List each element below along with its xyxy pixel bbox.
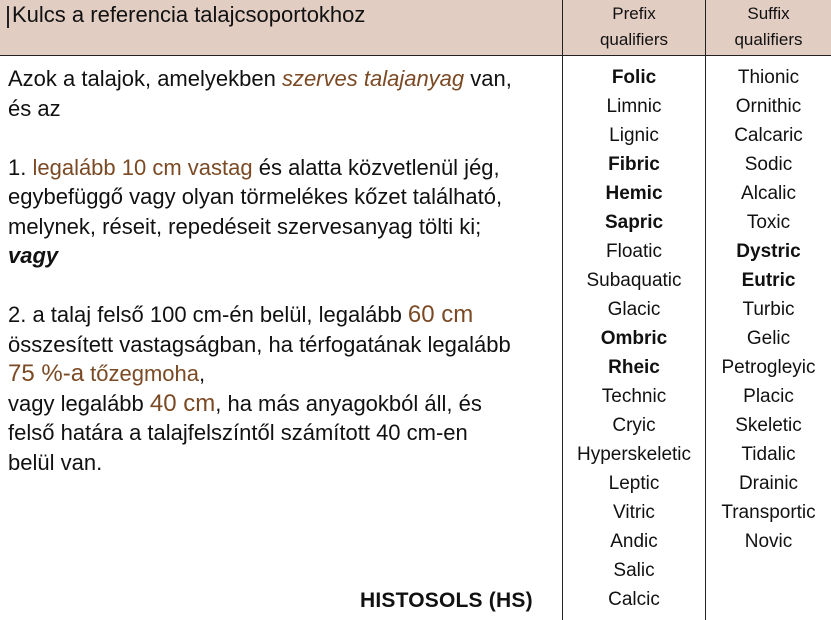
moss-75-percent: 75 %-a xyxy=(8,360,85,387)
criterion-2-line3: 75 %-a tőzegmoha, xyxy=(8,360,206,387)
suffix-qualifier: Calcaric xyxy=(734,125,803,146)
prefix-qualifier: Ombric xyxy=(600,328,668,349)
suffix-header-line1: Suffix xyxy=(747,4,790,23)
suffix-qualifier: Sodic xyxy=(744,154,793,175)
thickness-60cm: 60 cm xyxy=(407,301,474,328)
suffix-qualifier: Dystric xyxy=(736,241,801,262)
suffix-qualifier: Alcalic xyxy=(741,183,796,204)
page-title: Kulcs a referencia talajcsoportokhoz xyxy=(12,2,366,27)
suffix-qualifier: Novic xyxy=(744,531,793,552)
prefix-qualifier: Hyperskeletic xyxy=(576,444,692,465)
thickness-40cm: 40 cm xyxy=(149,389,216,417)
criterion-2-line6: belül van. xyxy=(8,449,103,475)
organic-material-term: szerves talajanyag xyxy=(281,66,465,91)
prefix-header-line2: qualifiers xyxy=(599,30,669,49)
criterion-1-line3: melynek, réseit, repedéseit szervesanyag tölti ki; xyxy=(8,213,482,239)
criterion-2-line4: vagy legalább 40 cm, ha más anyagokból áll, és xyxy=(8,389,482,417)
prefix-qualifier: Hemic xyxy=(605,183,663,204)
suffix-qualifier: Drainic xyxy=(738,473,799,494)
suffix-qualifier: Placic xyxy=(743,386,794,407)
prefix-qualifier: Cryic xyxy=(612,415,656,436)
reference-group-name: HISTOSOLS (HS) xyxy=(360,589,533,612)
criterion-2-line2: összesített vastagságban, ha térfogatának legalább xyxy=(8,331,511,357)
suffix-qualifier: Toxic xyxy=(746,212,791,233)
text-cursor xyxy=(7,6,9,28)
suffix-qualifier: Transportic xyxy=(721,502,816,523)
or-connector: vagy xyxy=(8,243,59,268)
prefix-qualifier: Glacic xyxy=(607,299,661,320)
criterion-1-line2: egybefüggő vagy olyan törmelékes kőzet található, xyxy=(8,184,503,209)
suffix-qualifier: Ornithic xyxy=(735,96,802,117)
intro-line2: és az xyxy=(8,95,61,121)
suffix-qualifier: Skeletic xyxy=(735,415,802,436)
prefix-qualifier: Subaquatic xyxy=(586,270,682,291)
moss-term: tőzegmoha xyxy=(84,361,200,386)
definition-text xyxy=(8,64,558,477)
prefix-qualifier: Floatic xyxy=(606,241,662,262)
suffix-column-header xyxy=(706,1,831,53)
suffix-qualifier: Thionic xyxy=(737,67,800,88)
prefix-qualifier: Rheic xyxy=(608,357,660,378)
suffix-header-line2: qualifiers xyxy=(734,30,803,49)
prefix-column-header xyxy=(563,1,705,53)
suffix-qualifier: Gelic xyxy=(746,328,791,349)
criterion-2-line5: felső határa a talajfelszíntől számított 40 cm-en xyxy=(8,420,468,445)
suffix-qualifier: Petrogleyic xyxy=(721,357,816,378)
criterion-2-line1: 2. a talaj felső 100 cm-én belül, legalább 60 cm xyxy=(8,301,474,328)
suffix-qualifier: Eutric xyxy=(741,270,796,291)
prefix-qualifiers-list xyxy=(563,63,705,614)
prefix-qualifier: Lignic xyxy=(609,125,659,146)
prefix-qualifier: Technic xyxy=(601,386,667,407)
prefix-header-line1: Prefix xyxy=(612,4,656,23)
prefix-qualifier: Calcic xyxy=(608,589,660,610)
thickness-10cm: legalább 10 cm vastag xyxy=(32,154,253,180)
prefix-qualifier: Salic xyxy=(613,560,655,581)
suffix-qualifier: Turbic xyxy=(742,299,795,320)
criterion-1-line1: 1. legalább 10 cm vastag és alatta közvetlenül jég, xyxy=(8,154,500,180)
prefix-qualifier: Sapric xyxy=(604,212,664,233)
prefix-qualifier: Leptic xyxy=(608,473,660,494)
suffix-qualifiers-list xyxy=(706,63,831,556)
intro-line1: Azok a talajok, amelyekben szerves talajanyag van, xyxy=(8,66,512,91)
prefix-qualifier: Folic xyxy=(611,67,657,88)
prefix-qualifier: Andic xyxy=(610,531,658,552)
prefix-qualifier: Limnic xyxy=(606,96,662,117)
prefix-qualifier: Vitric xyxy=(613,502,655,523)
suffix-qualifier: Tidalic xyxy=(741,444,796,465)
prefix-qualifier: Fibric xyxy=(608,154,660,175)
